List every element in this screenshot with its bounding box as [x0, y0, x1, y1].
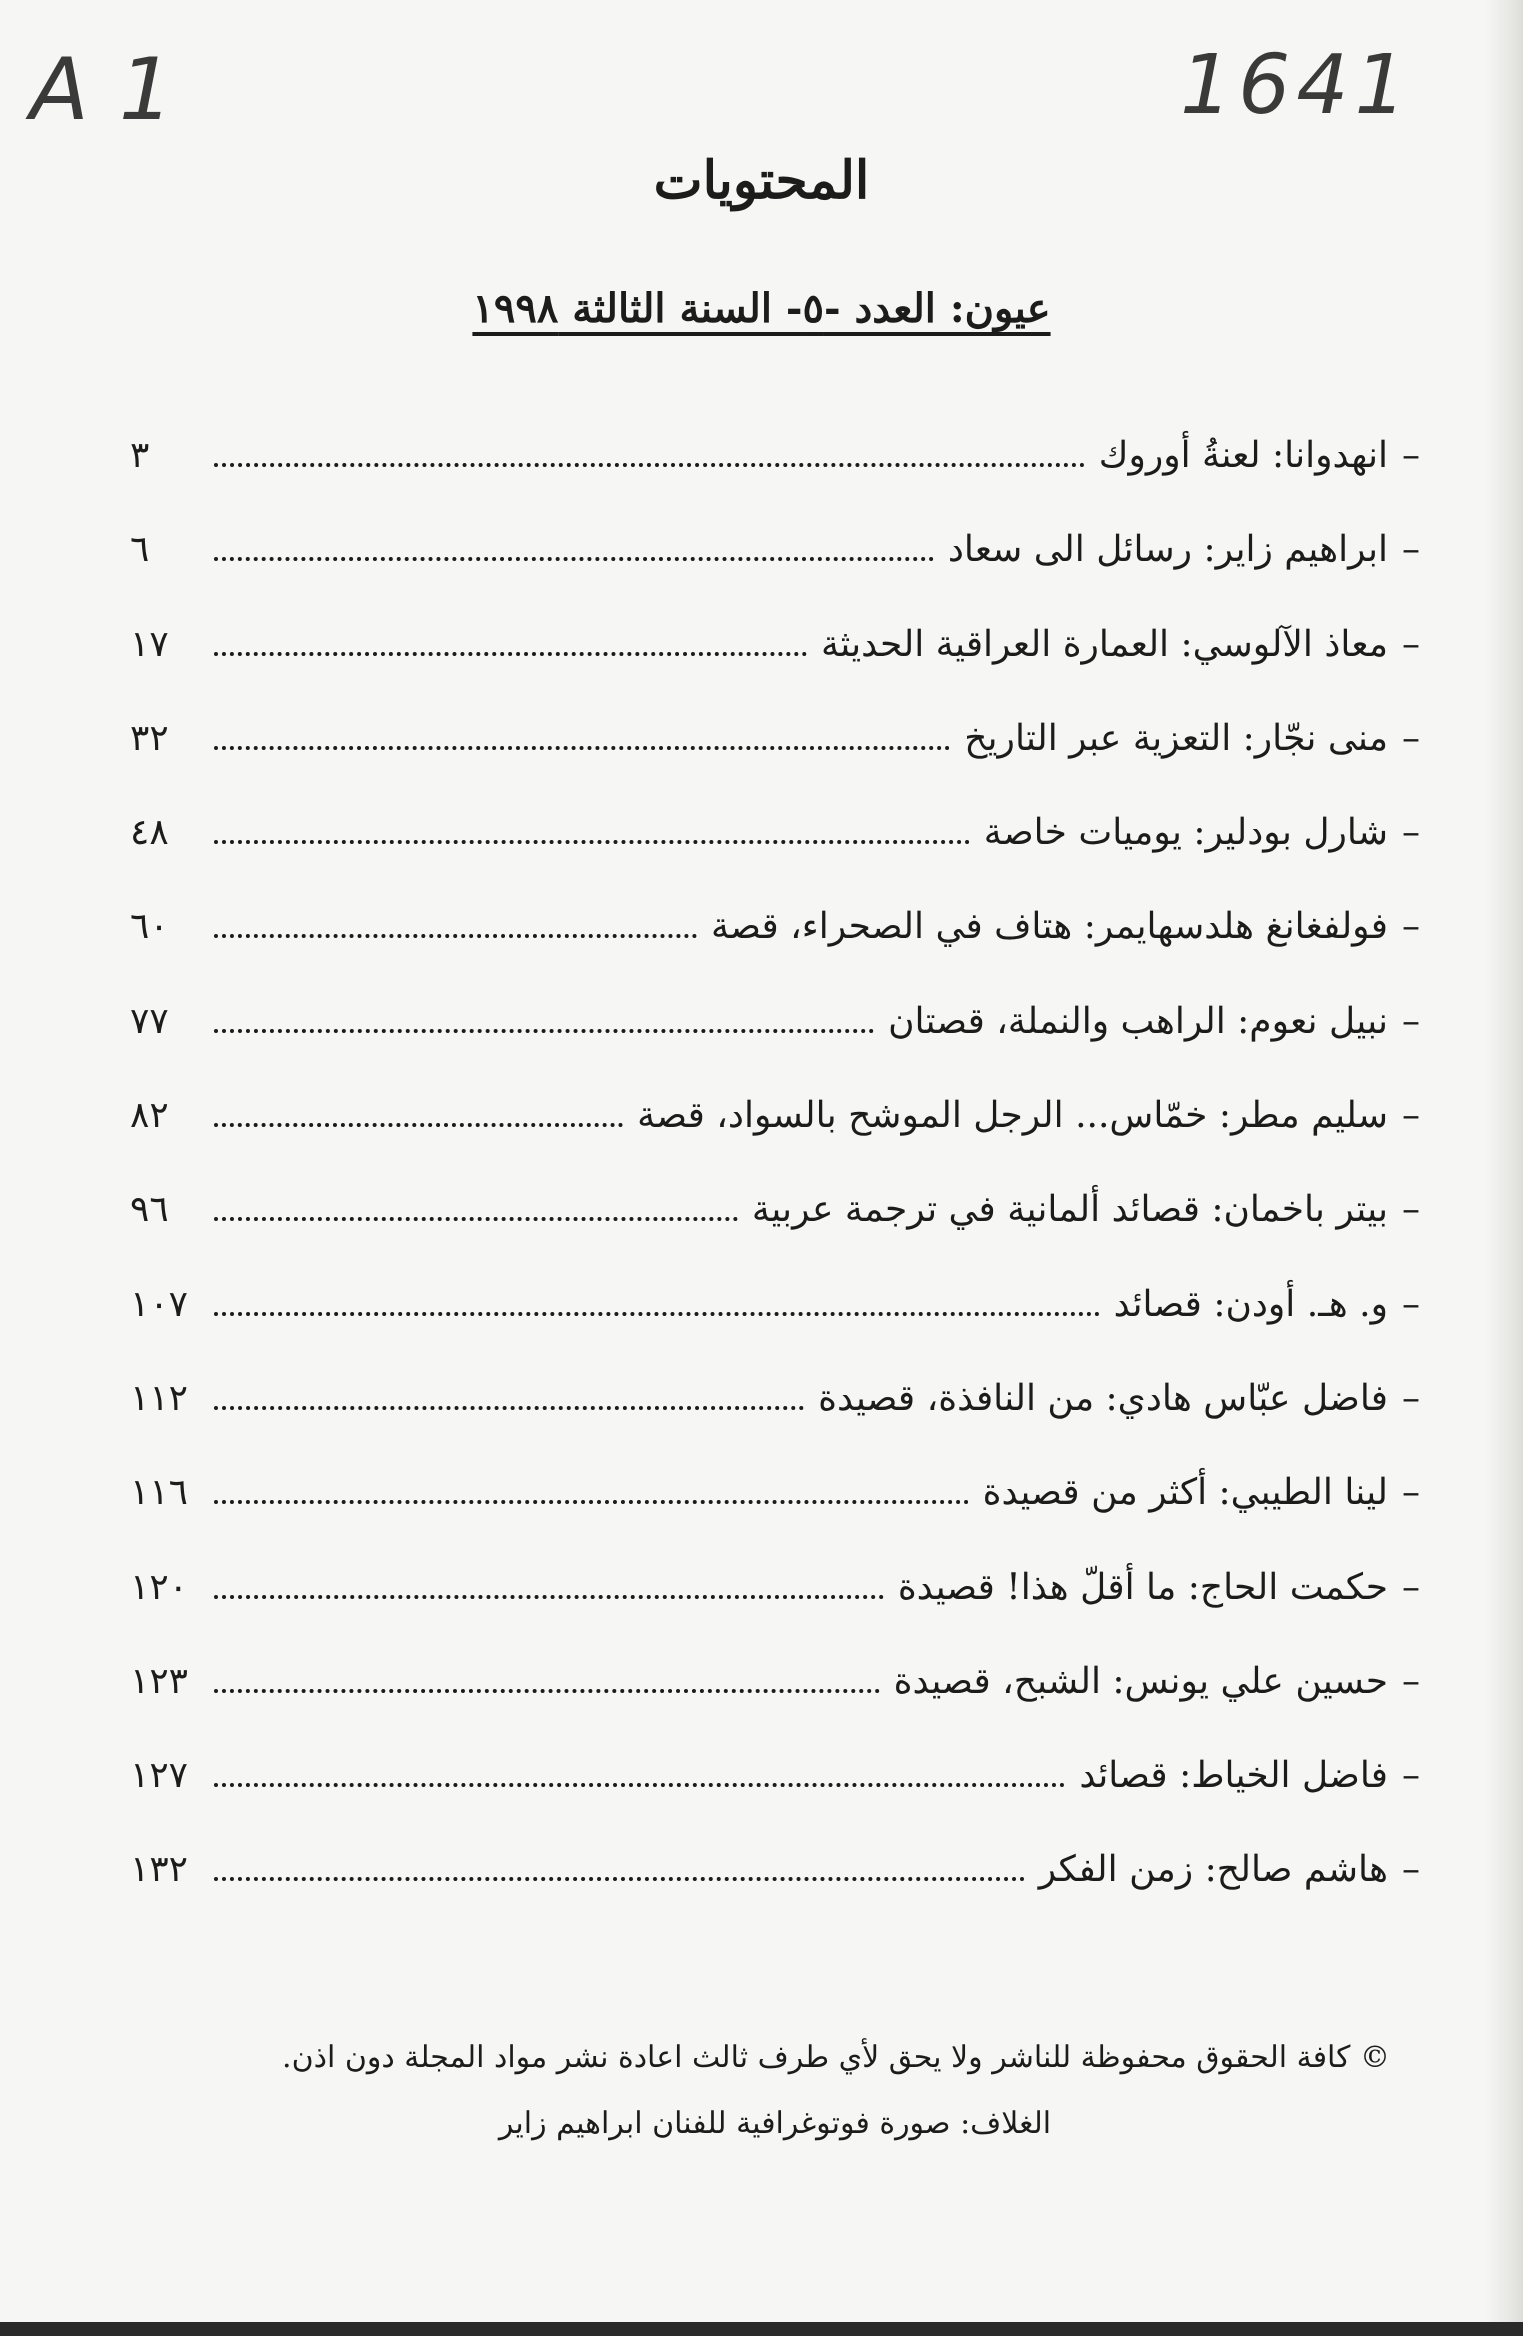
dot-leader: [214, 652, 807, 656]
toc-page-number: ٩٦: [130, 1189, 169, 1231]
toc-page-number: ٦: [130, 529, 150, 571]
copyright-notice: © كافة الحقوق محفوظة للناشر ولا يحق لأي طرف ثالث اعادة نشر مواد المجلة دون اذن.: [282, 2040, 1390, 2075]
toc-entry-text: نبيل نعوم: الراهب والنملة، قصتان: [888, 1000, 1388, 1042]
dot-leader: [214, 463, 1085, 467]
dot-leader: [214, 840, 970, 844]
toc-entry-text: حكمت الحاج: ما أقلّ هذا! قصيدة: [897, 1566, 1388, 1608]
cover-credit: الغلاف: صورة فوتوغرافية للفنان ابراهيم زاير: [498, 2106, 1052, 2141]
toc-page-number: ١١٦: [130, 1472, 189, 1514]
bullet-dash: –: [1402, 435, 1420, 476]
toc-page-number: ١٠٧: [130, 1283, 189, 1325]
toc-entry: [130, 1755, 1420, 1849]
toc-entry: [130, 1095, 1420, 1189]
toc-entry-text: منى نجّار: التعزية عبر التاريخ: [964, 717, 1388, 759]
page-edge: [1485, 0, 1523, 2336]
toc-entry: [130, 529, 1420, 623]
bullet-dash: –: [1402, 906, 1420, 948]
bullet-dash: –: [1402, 1095, 1420, 1137]
toc-entry-text: فاضل الخياط: قصائد: [1079, 1755, 1388, 1797]
toc-page-number: ١٣٢: [130, 1849, 189, 1891]
toc-entry: [130, 1661, 1420, 1755]
toc-entry-text: شارل بودلير: يوميات خاصة: [983, 812, 1388, 854]
toc-page-number: ٧٧: [130, 1000, 169, 1042]
toc-page-number: ١٢٠: [130, 1566, 189, 1608]
dot-leader: [214, 1312, 1100, 1316]
toc-entry-text: معاذ الآلوسي: العمارة العراقية الحديثة: [820, 623, 1388, 665]
table-of-contents: [130, 435, 1420, 1944]
dot-leader: [214, 1783, 1065, 1787]
handwritten-annotation-left: A1: [30, 40, 204, 140]
toc-entry-text: و. هـ. أودن: قصائد: [1113, 1283, 1388, 1325]
bullet-dash: –: [1402, 1000, 1420, 1042]
dot-leader: [214, 557, 934, 561]
toc-entry: [130, 624, 1420, 718]
bullet-dash: –: [1402, 623, 1420, 665]
toc-entry: [130, 1189, 1420, 1283]
bullet-dash: –: [1402, 812, 1420, 854]
bullet-dash: –: [1402, 1660, 1420, 1702]
issue-line: عيون: العدد -٥- السنة الثالثة ١٩٩٨: [472, 285, 1051, 332]
dot-leader: [214, 1029, 874, 1033]
toc-entry-text: فولفغانغ هلدسهايمر: هتاف في الصحراء، قصة: [711, 906, 1388, 948]
toc-entry: [130, 812, 1420, 906]
bullet-dash: –: [1402, 1849, 1420, 1891]
toc-entry-text: لينا الطيبي: أكثر من قصيدة: [982, 1472, 1388, 1514]
toc-entry: [130, 1472, 1420, 1566]
bullet-dash: –: [1402, 1755, 1420, 1797]
toc-entry: [130, 718, 1420, 812]
toc-entry: [130, 906, 1420, 1000]
toc-entry-text: فاضل عبّاس هادي: من النافذة، قصيدة: [818, 1377, 1388, 1419]
bullet-dash: –: [1402, 1566, 1420, 1608]
bullet-dash: –: [1402, 1283, 1420, 1325]
toc-entry: [130, 435, 1420, 529]
toc-entry: [130, 1567, 1420, 1661]
dot-leader: [214, 1500, 969, 1504]
handwritten-annotation-right: 1641: [1180, 38, 1413, 133]
toc-page-number: ١٧: [130, 623, 169, 665]
toc-page-number: ٣: [130, 435, 150, 476]
toc-entry-text: انهدوانا: لعنةُ أوروك: [1098, 435, 1388, 476]
dot-leader: [214, 1217, 738, 1221]
dot-leader: [214, 934, 697, 938]
bullet-dash: –: [1402, 1377, 1420, 1419]
toc-page-number: ٣٢: [130, 717, 169, 759]
toc-entry-text: هاشم صالح: زمن الفكر: [1038, 1849, 1388, 1891]
dot-leader: [214, 1689, 880, 1693]
scan-bottom-edge: [0, 2322, 1523, 2336]
toc-entry-text: سليم مطر: خمّاس... الرجل الموشح بالسواد، قصة: [637, 1095, 1388, 1137]
toc-entry-text: ابراهيم زاير: رسائل الى سعاد: [947, 529, 1388, 571]
toc-page-number: ٦٠: [130, 906, 169, 948]
bullet-dash: –: [1402, 717, 1420, 759]
toc-entry-text: حسين علي يونس: الشبح، قصيدة: [893, 1660, 1388, 1702]
toc-page-number: ١٢٣: [130, 1660, 189, 1702]
toc-page-number: ١١٢: [130, 1377, 189, 1419]
dot-leader: [214, 1877, 1025, 1881]
toc-page-number: ٤٨: [130, 812, 169, 854]
toc-entry: [130, 1284, 1420, 1378]
dot-leader: [214, 1406, 804, 1410]
toc-entry: [130, 1378, 1420, 1472]
bullet-dash: –: [1402, 529, 1420, 571]
toc-entry-text: بيتر باخمان: قصائد ألمانية في ترجمة عربية: [751, 1189, 1388, 1231]
dot-leader: [214, 1123, 623, 1127]
toc-page-number: ١٢٧: [130, 1755, 189, 1797]
dot-leader: [214, 1595, 884, 1599]
page-title: المحتويات: [653, 150, 870, 211]
bullet-dash: –: [1402, 1472, 1420, 1514]
dot-leader: [214, 746, 950, 750]
toc-entry: [130, 1849, 1420, 1943]
bullet-dash: –: [1402, 1189, 1420, 1231]
toc-entry: [130, 1001, 1420, 1095]
toc-page-number: ٨٢: [130, 1095, 169, 1137]
